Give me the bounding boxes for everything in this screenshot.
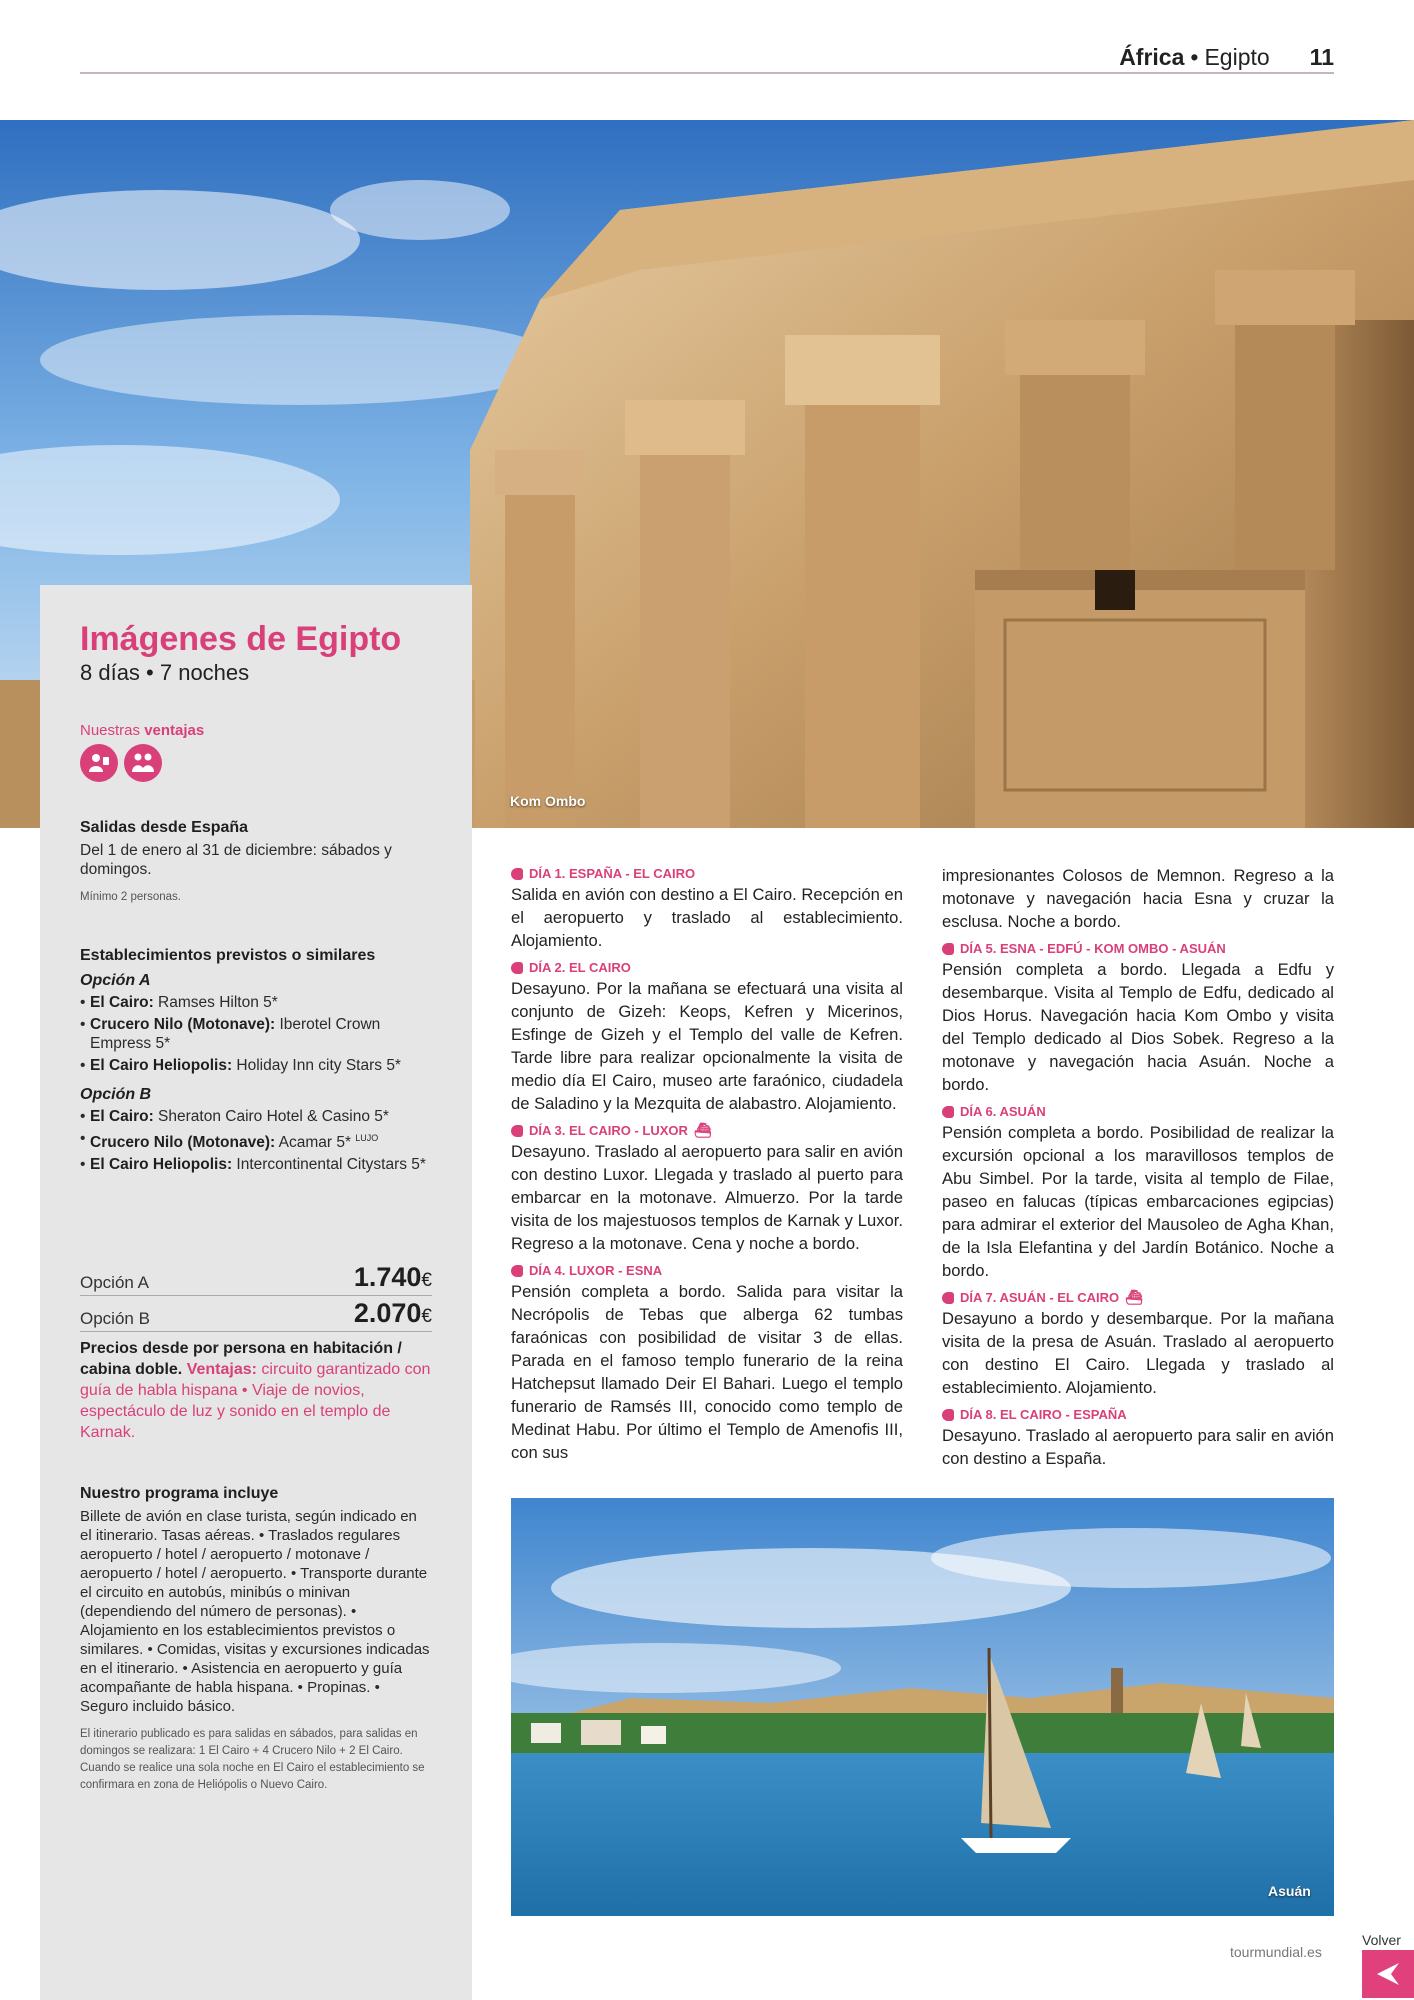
hotel-item xyxy=(80,1129,432,1152)
day-text: Desayuno. Traslado al aeropuerto para salir en avión con destino Luxor. Llegada y traslado al puerto para embarcar en la motonave. Almuerzo. Por la tarde visita de los majestuosos templos de Karnak y Luxor. Regreso a la motonave. Cena y noche a bordo. xyxy=(511,1142,903,1253)
page-number: 11 xyxy=(1309,44,1334,70)
day-marker-icon xyxy=(511,1125,523,1137)
itinerary-day xyxy=(942,1102,1334,1282)
itinerary-day xyxy=(942,1288,1334,1399)
price-label: Opción A xyxy=(80,1273,149,1292)
nile-photo xyxy=(511,1498,1334,1916)
advantage-icons xyxy=(80,744,162,782)
departures-heading: Salidas desde España xyxy=(80,819,249,836)
program-block xyxy=(80,1484,432,1794)
price-value xyxy=(354,1262,432,1293)
day-title: DÍA 6. ASUÁN xyxy=(960,1104,1046,1119)
program-heading: Nuestro programa incluye xyxy=(80,1485,279,1502)
day-heading xyxy=(511,864,903,883)
nile-illustration xyxy=(511,1498,1334,1916)
footer-site[interactable]: tourmundial.es xyxy=(1230,1944,1322,1960)
hotel-place: El Cairo: xyxy=(90,994,154,1011)
price-amount: 2.070 xyxy=(353,1298,422,1328)
hotel-place: El Cairo Heliopolis: xyxy=(90,1156,233,1174)
advantages-label-prefix: Nuestras xyxy=(80,722,141,739)
cruise-ship-icon: ⛴ xyxy=(1125,1289,1143,1305)
program-text: Billete de avión en clase turista, según indicado en el itinerario. Tasas aéreas. • Traslados regulares aeropuerto / hotel / aeropuerto / motonave / aeropuerto / hotel / aeropuerto. • Transporte durante el circuito en autobús, minibús o minivan (dependiendo del número de personas). • Alojamiento en los establecimientos previstos o similares. • Comidas, visitas y excursiones indicadas en el itinerario. • Asistencia en aeropuerto y guía acompañante de habla hispana. • Propinas. • Seguro incluido básico. xyxy=(80,1508,430,1715)
day-text: Salida en avión con destino a El Cairo. Recepción en el aeropuerto y traslado al establecimiento. Alojamiento. xyxy=(511,885,903,950)
day-heading xyxy=(942,1102,1334,1121)
advantages-label-bold: ventajas xyxy=(144,722,205,739)
itinerary-day xyxy=(511,864,903,952)
header-separator: • xyxy=(1190,44,1199,70)
day-heading xyxy=(942,939,1334,958)
day-title: DÍA 4. LUXOR - ESNA xyxy=(529,1263,663,1278)
itinerary-day xyxy=(942,1405,1334,1470)
hotel-item xyxy=(80,993,432,1012)
price-value xyxy=(354,1298,432,1329)
advantages-label xyxy=(80,722,204,739)
day-marker-icon xyxy=(942,943,954,955)
hotel-item xyxy=(80,1107,432,1126)
establishments-heading: Establecimientos previstos o similares xyxy=(80,947,376,964)
header-country: Egipto xyxy=(1204,44,1270,70)
hotel-name: Acamar 5* xyxy=(278,1134,351,1152)
hotel-place: El Cairo Heliopolis: xyxy=(90,1057,233,1074)
day-marker-icon xyxy=(511,868,523,880)
hotel-name: Ramses Hilton 5* xyxy=(158,994,278,1011)
hotel-item xyxy=(80,1015,432,1053)
day-marker-icon xyxy=(511,1265,523,1277)
day-text: Pensión completa a bordo. Posibilidad de realizar la excursión opcional a los maravillosos templos de Abu Simbel. Por la tarde, visita al templo de Filae, paseo en falucas (típicas embarcaciones egipcias) para admirar el exterior del Mausoleo de Agha Khan, de la Isla Elefantina y del Jardín Botánico. Noche a bordo. xyxy=(942,1123,1334,1280)
price-note-advantages-text: circuito garantizado con guía de habla hispana • Viaje de novios, espectáculo de luz y sonido en el templo de Karnak. xyxy=(80,1361,431,1441)
hotel-tag: LUJO xyxy=(355,1133,379,1143)
header-rule xyxy=(80,72,1334,74)
itinerary-day xyxy=(511,1121,903,1255)
back-button[interactable] xyxy=(1362,1950,1414,1998)
day-text: Pensión completa a bordo. Llegada a Edfu y desembarque. Visita al Templo de Edfu, dedicado al Dios Horus. Navegación hacia Kom Ombo y visita del Templo dedicado al Dios Sobek. Regreso a la motonave y navegación hacia Asuán. Noche a bordo. xyxy=(942,960,1334,1094)
itinerary-day xyxy=(511,1261,903,1464)
day-title: DÍA 1. ESPAÑA - EL CAIRO xyxy=(529,866,696,881)
day-marker-icon xyxy=(511,962,523,974)
price-currency: € xyxy=(421,1306,432,1327)
guide-icon xyxy=(80,744,118,782)
day-text: Desayuno. Traslado al aeropuerto para salir en avión con destino a España. xyxy=(942,1426,1334,1468)
back-label[interactable]: Volver xyxy=(1362,1932,1401,1948)
day-marker-icon xyxy=(942,1409,954,1421)
day-text: Desayuno a bordo y desembarque. Por la mañana visita de la presa de Asuán. Traslado al aeropuerto con destino El Cairo. Llegada y traslado al establecimiento. Alojamiento. xyxy=(942,1309,1334,1397)
price-note-bold: Precios desde por persona en habitación / cabina doble. xyxy=(80,1340,402,1378)
hotel-place: Crucero Nilo (Motonave): xyxy=(90,1016,276,1033)
hotel-name: Iberotel Crown Empress 5* xyxy=(90,1016,381,1052)
nile-caption: Asuán xyxy=(1268,1883,1311,1899)
departures-text: Del 1 de enero al 31 de diciembre: sábados y domingos. xyxy=(80,842,392,878)
day-text: impresionantes Colosos de Memnon. Regreso a la motonave y navegación hacia Esna y cruzar la esclusa. Noche a bordo. xyxy=(942,866,1334,931)
day-marker-icon xyxy=(942,1292,954,1304)
price-row-option-a xyxy=(80,1262,432,1296)
cruise-ship-icon: ⛴ xyxy=(693,1122,712,1138)
price-label: Opción B xyxy=(80,1309,150,1328)
day-heading xyxy=(942,1405,1334,1424)
hotel-place: El Cairo: xyxy=(90,1108,154,1125)
price-note xyxy=(80,1338,432,1443)
day-heading xyxy=(511,958,903,977)
itinerary-day xyxy=(942,939,1334,1096)
hotel-place: Crucero Nilo (Motonave): xyxy=(90,1134,276,1152)
day-title: DÍA 8. EL CAIRO - ESPAÑA xyxy=(960,1407,1127,1422)
couple-icon xyxy=(124,744,162,782)
itinerary-continuation xyxy=(942,864,1334,933)
hotel-item xyxy=(80,1056,432,1075)
price-note-advantages-label: Ventajas: xyxy=(186,1361,257,1378)
day-title: DÍA 3. EL CAIRO - LUXOR xyxy=(529,1123,688,1138)
trip-title: Imágenes de Egipto xyxy=(80,620,402,658)
itinerary-column-right xyxy=(942,864,1334,1476)
hero-caption: Kom Ombo xyxy=(510,793,586,809)
itinerary-day xyxy=(511,958,903,1115)
price-row-option-b xyxy=(80,1298,432,1332)
establishments-block xyxy=(80,946,432,1177)
departures-note: Mínimo 2 personas. xyxy=(80,891,181,903)
day-marker-icon xyxy=(942,1106,954,1118)
day-text: Desayuno. Por la mañana se efectuará una visita al conjunto de Gizeh: Keops, Kefren y Micerinos, Esfinge de Gizeh y el Templo del valle de Kefren. Tarde libre para realizar opcionalmente la visita de medio día El Cairo, museo arte faraónico, ciudadela de Saladino y la Mezquita de alabastro. Alojamiento. xyxy=(511,979,903,1113)
departures-block xyxy=(80,818,432,905)
page-header xyxy=(1119,44,1334,71)
day-title: DÍA 5. ESNA - EDFÚ - KOM OMBO - ASUÁN xyxy=(960,941,1226,956)
option-a-title: Opción A xyxy=(80,972,151,989)
trip-duration: 8 días • 7 noches xyxy=(80,660,250,685)
price-amount: 1.740 xyxy=(353,1262,422,1292)
day-text: Pensión completa a bordo. Salida para visitar la Necrópolis de Tebas que alberga 62 tumbas faraónicas con posibilidad de visitar 3 de ellas. Parada en el famoso templo funerario de la reina Hatchepsut llamado Deir El Bahari. Luego el templo funerario de Ramsés III, conocido como templo de Medinat Habu. Por último el Templo de Amenofis III, con sus xyxy=(511,1282,903,1462)
hotel-name: Intercontinental Citystars 5* xyxy=(236,1156,426,1174)
day-title: DÍA 2. EL CAIRO xyxy=(529,960,631,975)
hotel-name: Holiday Inn city Stars 5* xyxy=(236,1057,401,1074)
price-currency: € xyxy=(421,1270,432,1291)
hotel-item xyxy=(80,1155,432,1174)
day-heading xyxy=(511,1121,903,1140)
option-b-title: Opción B xyxy=(80,1086,152,1103)
back-arrow-icon xyxy=(1373,1959,1403,1989)
itinerary-column-left xyxy=(511,864,903,1470)
day-heading xyxy=(942,1288,1334,1307)
program-footnote: El itinerario publicado es para salidas en sábados, para salidas en domingos se realizara: 1 El Cairo + 4 Crucero Nilo + 2 El Cairo. Cuando se realice una sola noche en El Cairo el establecimiento se confirmara en zona de Heliópolis o Nuevo Cairo. xyxy=(80,1728,425,1791)
day-heading xyxy=(511,1261,903,1280)
day-title: DÍA 7. ASUÁN - EL CAIRO xyxy=(960,1290,1120,1305)
hotel-name: Sheraton Cairo Hotel & Casino 5* xyxy=(158,1108,389,1125)
header-region: África xyxy=(1119,44,1185,70)
